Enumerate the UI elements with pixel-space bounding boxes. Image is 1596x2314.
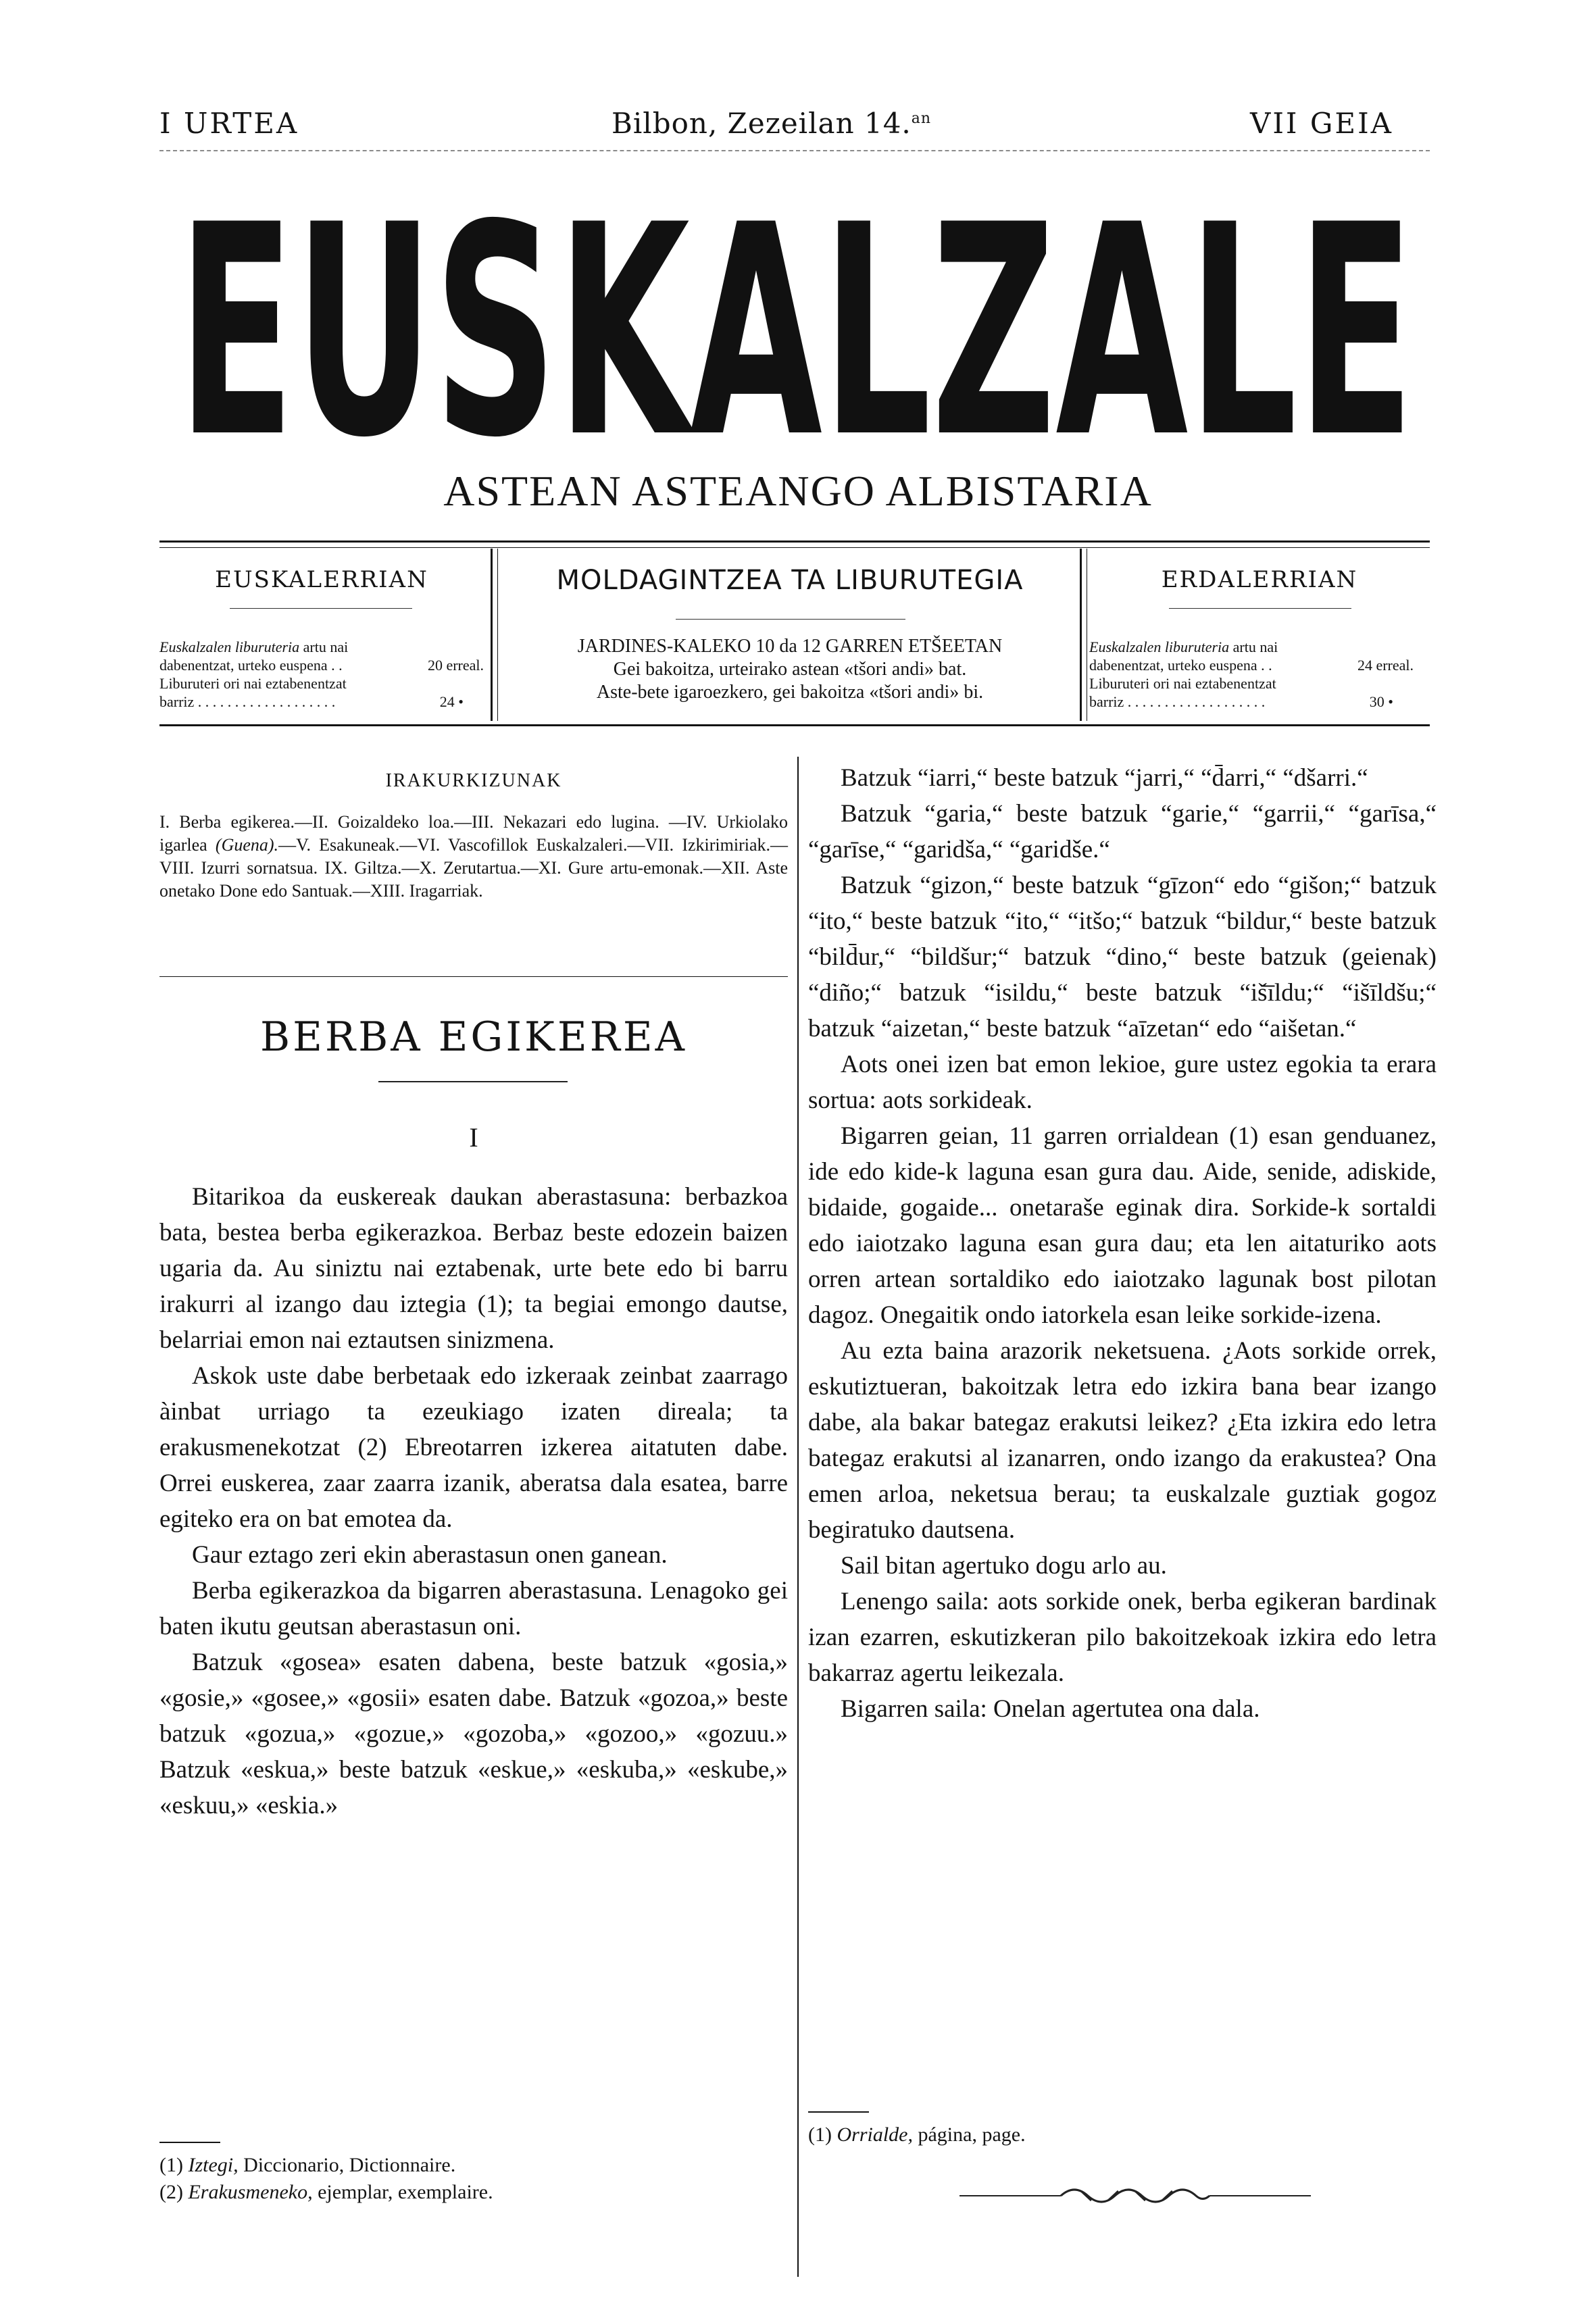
footnote <box>808 2121 1437 2148</box>
footnote-num: (2) <box>159 2181 183 2203</box>
header-divider <box>159 150 1430 151</box>
masthead-title: EUSKALZALE <box>178 203 1414 446</box>
box-top-rule <box>159 540 1430 543</box>
footnote <box>159 2179 788 2206</box>
right-column-body <box>808 760 1437 1727</box>
date-text: Bilbon, Zezeilan 14. <box>612 107 912 140</box>
box-right-price2: 30 <box>1369 693 1385 710</box>
footnote-text: Diccionario, Dictionnaire. <box>243 2154 456 2176</box>
box-right-line2: dabenentzat, urteko euspena . . <box>1089 657 1272 674</box>
box-left-text: Euskalzalen liburuteria artu nai dabenentzat, urteko euspena . . 20 erreal. Liburuteri ori nai eztabenentzat barriz . . . . . . . . . . . . . . . . . . . 24 • <box>159 638 484 710</box>
box-right-line1: artu nai <box>1232 638 1278 655</box>
toc-text-a: I. Berba egikerea.—II. Goizaldeko loa.—III. Nekazari edo lugina. —IV. Urkiolako igarlea <box>159 812 788 855</box>
box-right-rule <box>1169 608 1351 609</box>
toc-rule <box>159 976 788 977</box>
box-left-rule <box>230 608 412 609</box>
box-center-line3: Aste-bete igaroezkero, gei bakoitza «tšori andi» bi. <box>596 682 984 703</box>
box-left-price2: 24 <box>439 693 455 710</box>
volume-label: I URTEA <box>159 107 299 140</box>
box-right-text: Euskalzalen liburuteria artu nai dabenentzat, urteko euspena . . 24 erreal. Liburuteri ori nai eztabenentzat barriz . . . . . . . . . . . . . . . . . . . 30 • <box>1089 638 1414 710</box>
right-paragraph: Batzuk “garia,“ beste batzuk “garie,“ “garrii,“ “garīsa,“ “garīse,“ “garidša,“ “garidše.“ <box>808 800 1437 863</box>
column-divider <box>797 757 799 2277</box>
left-paragraph: Bitarikoa da euskereak daukan aberastasuna: berbazkoa bata, bestea berba egikerazkoa. Berbaz beste edozein baizen ugaria da. Au siniztu nai eztabenak, urte bete edo bi barru irakurri al izango dau iztegia (1); ta begiai emongo dautse, belarriai emon nai eztautsen sinizmena. <box>159 1183 788 1354</box>
left-column-body <box>159 1179 788 1823</box>
box-right-price1: 24 erreal. <box>1357 657 1414 674</box>
footnote-rule-left <box>159 2142 220 2143</box>
right-paragraph: Batzuk “iarri,“ beste batzuk “jarri,“ “d̄arri,“ “dšarri.“ <box>841 764 1368 792</box>
footnote-term: Iztegi, <box>188 2154 239 2176</box>
right-paragraph: Bigarren geian, 11 garren orrialdean (1) esan genduanez, ide edo kide-k laguna esan gura dau. Aide, senide, adiskide, bidaide, gogaide... onetaraše eginak dira. Sorkide-k sortaldi edo iaiotzako laguna esan gura dau; eta len aitaturiko aots orren artean sortaldiko edo iaiotzako lagunak bost pilotan dagoz. Onegaitik ondo iatorkela esan leike sorkide-izena. <box>808 1122 1437 1329</box>
date-suffix: an <box>911 110 932 127</box>
box-divider-left-thin <box>497 549 498 721</box>
date-line <box>612 107 931 140</box>
left-paragraph: Askok uste dabe berbetaak edo izkeraak zeinbat zaarrago àinbat urriago ta ezeukiago izaten direala; ta erakusmenekotzat (2) Ebreotarren izkerea aitatuten dabe. Orrei euskerea, zaar zaarra izanik, aberatsa dala esatea, barre egiteko era on bat emotea da. <box>159 1362 788 1533</box>
box-right-line3: Liburuteri ori nai eztabenentzat <box>1089 675 1276 692</box>
box-right-title: ERDALERRIAN <box>1161 566 1358 593</box>
box-left-line4: barriz . . . . . . . . . . . . . . . . . . . <box>159 693 336 710</box>
left-paragraph: Berba egikerazkoa da bigarren aberastasuna. Lenagoko gei baten ikutu geutsan aberastasun oni. <box>159 1577 788 1640</box>
right-paragraph: Batzuk “gizon,“ beste batzuk “gīzon“ edo “gišon;“ batzuk “ito,“ beste batzuk “ito,“ “itšo;“ batzuk “bildur,“ beste batzuk “bild̄ur,“ “bildšur;“ batzuk “dino,“ beste batzuk (geienak) “diño;“ batzuk “isildu,“ beste batzuk “iš̄īldu;“ “išīldšu;“ batzuk “aizetan,“ beste batzuk “aīzetan“ edo “aišetan.“ <box>808 872 1437 1042</box>
box-center-rule <box>676 619 905 620</box>
article-title: BERBA EGIKEREA <box>260 1013 687 1061</box>
footnotes-left <box>159 2152 788 2206</box>
left-paragraph: Gaur eztago zeri ekin aberastasun onen ganean. <box>192 1541 668 1569</box>
toc-text-b: —V. Esakuneak.—VI. Vascofillok Euskalzaleri.—VII. Izkirimiriak.—VIII. Izurri sornatsua. IX. Giltza.—X. Zerutartua.—XI. Gure artu-emonak.—XII. Aste onetako Done edo Santuak.—XIII. Iragarriak. <box>159 835 788 901</box>
box-left-line1: artu nai <box>303 638 349 655</box>
footnote-num: (1) <box>159 2154 183 2176</box>
box-left-title: EUSKALERRIAN <box>215 566 428 593</box>
footnote-term: Erakusmeneko, <box>188 2181 313 2203</box>
box-center-title: MOLDAGINTZEA TA LIBURUTEGIA <box>556 565 1024 596</box>
right-paragraph: Bigarren saila: Onelan agertutea ona dala. <box>841 1695 1260 1723</box>
right-paragraph: Au ezta baina arazorik neketsuena. ¿Aots sorkide orrek, eskutiztueran, bakoitzak letra edo izkira bana bear izango dabe, ala bakar bategaz erakutsi leikez? ¿Eta izkira edo letra bategaz erakutsi al izanarren, ondo izango da erakustea? Ona emen arloa, neketsua berau; ta euskalzale guztiak gogoz begiratuko dautsena. <box>808 1337 1437 1544</box>
right-paragraph: Aots onei izen bat emon lekioe, gure ustez egokia ta erara sortua: aots sorkideak. <box>808 1051 1437 1114</box>
box-left-italic: Euskalzalen liburuteria <box>159 638 300 655</box>
box-center-line2: Gei bakoitza, urteirako astean «tšori andi» bat. <box>613 659 967 680</box>
box-center-text <box>500 635 1080 704</box>
toc-text-italic: (Guena). <box>215 835 279 855</box>
masthead <box>174 203 1418 446</box>
box-right-line4: barriz . . . . . . . . . . . . . . . . . . . <box>1089 693 1266 710</box>
footnote <box>159 2152 788 2179</box>
box-right-italic: Euskalzalen liburuteria <box>1089 638 1230 655</box>
box-left-line2: dabenentzat, urteko euspena . . <box>159 657 343 674</box>
left-paragraph: Batzuk «gosea» esaten dabena, beste batzuk «gosia,» «gosie,» «gosee,» «gosii» esaten dabe. Batzuk «gozoa,» beste batzuk «gozua,» «gozue,» «gozoba,» «gozoo,» «gozuu.» Batzuk «eskua,» beste batzuk «eskue,» «eskuba,» «eskube,» «eskuu,» «eskia.» <box>159 1649 788 1819</box>
toc-text <box>159 811 788 903</box>
right-paragraph: Lenengo saila: aots sorkide onek, berba egikeran bardinak izan ezarren, eskutizkeran pilo bakoitzekoak izkira edo letra bakarraz agertu leikezala. <box>808 1588 1437 1687</box>
title-rule <box>378 1081 568 1082</box>
footnote-text: ejemplar, exemplaire. <box>318 2181 493 2203</box>
toc-title: IRAKURKIZUNAK <box>385 770 562 791</box>
footnote-text: página, page. <box>918 2123 1026 2146</box>
box-bottom-rule <box>159 724 1430 726</box>
ornament-divider <box>959 2179 1311 2213</box>
masthead-subtitle: ASTEAN ASTEANGO ALBISTARIA <box>443 467 1153 515</box>
box-left-line3: Liburuteri ori nai eztabenentzat <box>159 675 347 692</box>
footnotes-right <box>808 2121 1437 2148</box>
box-divider-right <box>1080 549 1082 721</box>
box-left-price1: 20 erreal. <box>427 657 484 674</box>
box-top-rule-thin <box>159 547 1430 548</box>
footnote-rule-right <box>808 2111 869 2113</box>
footnote-num: (1) <box>808 2123 832 2146</box>
box-divider-left <box>491 549 493 721</box>
right-paragraph: Sail bitan agertuko dogu arlo au. <box>841 1552 1167 1580</box>
section-number: I <box>469 1122 478 1153</box>
issue-label: VII GEIA <box>1250 107 1393 140</box>
footnote-term: Orrialde, <box>837 2123 913 2146</box>
box-center-line1: JARDINES-KALEKO 10 da 12 GARREN ETŠEETAN <box>577 636 1003 657</box>
